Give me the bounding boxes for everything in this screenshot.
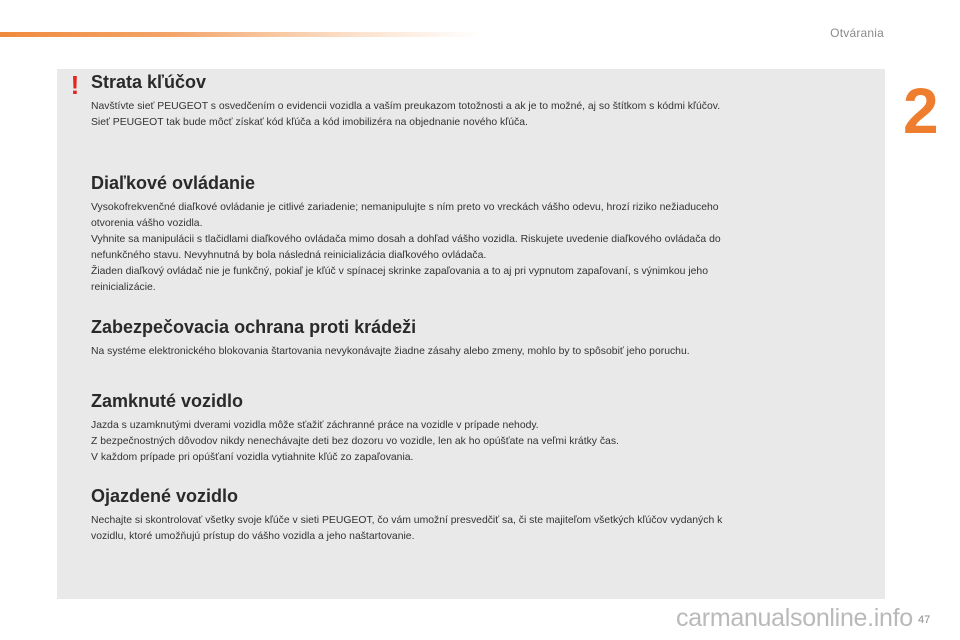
section-lost-keys bbox=[91, 72, 851, 131]
section-title: Zamknuté vozidlo bbox=[91, 391, 244, 411]
section-title: Diaľkové ovládanie bbox=[91, 173, 256, 193]
section-body: Navštívte sieť PEUGEOT s osvedčením o evidencii vozidla a vaším preukazom totožnosti a ak je to možné, aj so štítkom s kódmi kľúčov. Sieť PEUGEOT tak bude môcť získať kód kľúča a kód imobilizéra na objednanie nového kľúča. bbox=[91, 101, 721, 128]
section-used-vehicle bbox=[91, 486, 851, 545]
section-title: Strata kľúčov bbox=[91, 72, 206, 92]
warning-exclamation-icon: ! bbox=[70, 70, 80, 100]
section-title: Ojazdené vozidlo bbox=[91, 486, 239, 506]
section-locked-vehicle bbox=[91, 391, 851, 466]
page-number: 47 bbox=[918, 614, 931, 626]
section-body: Vysokofrekvenčné diaľkové ovládanie je citlivé zariadenie; nemanipulujte s ním preto vo vreckách vášho odevu, hrozí riziko nežiaduceho otvorenia vášho vozidla. Vyhnite sa manipulácii s tlačidlami diaľkového ovládača mimo dosah a dohľad vášho vozidla. Riskujete uvedenie diaľkového ovládača do nefunkčného stavu. Nevyhnutná by bola následná reinicializácia diaľkového ovládača. Žiaden diaľkový ovládač nie je funkčný, pokiaľ je kľúč v spínacej skrinke zapaľovania a to aj pri vypnutom zapaľovaní, s výnimkou jeho reinicializácie. bbox=[91, 202, 721, 293]
section-remote-control bbox=[91, 173, 851, 296]
section-body: Na systéme elektronického blokovania štartovania nevykonávajte žiadne zásahy alebo zmeny, mohlo by to spôsobiť jeho poruchu. bbox=[91, 346, 690, 357]
section-title: Zabezpečovacia ochrana proti krádeži bbox=[91, 317, 417, 337]
section-body: Nechajte si skontrolovať všetky svoje kľúče v sieti PEUGEOT, čo vám umožní presvedčiť sa, či ste majiteľom všetkých kľúčov vydaných k vozidlu, ktoré umožňujú prístup do vášho vozidla a jeho naštartovanie. bbox=[91, 515, 723, 542]
header-accent-bar bbox=[0, 32, 480, 37]
section-anti-theft bbox=[91, 317, 851, 360]
chapter-number: 2 bbox=[903, 75, 939, 147]
section-body: Jazda s uzamknutými dverami vozidla môže sťažiť záchranné práce na vozidle v prípade nehody. Z bezpečnostných dôvodov nikdy nenechávajte deti bez dozoru vo vozidle, len ak ho opúšťate na veľmi krátky čas. V každom prípade pri opúšťaní vozidla vytiahnite kľúč zo zapaľovania. bbox=[91, 420, 619, 463]
section-header-title: Otvárania bbox=[830, 26, 884, 40]
watermark-text: carmanualsonline.info bbox=[676, 604, 913, 632]
